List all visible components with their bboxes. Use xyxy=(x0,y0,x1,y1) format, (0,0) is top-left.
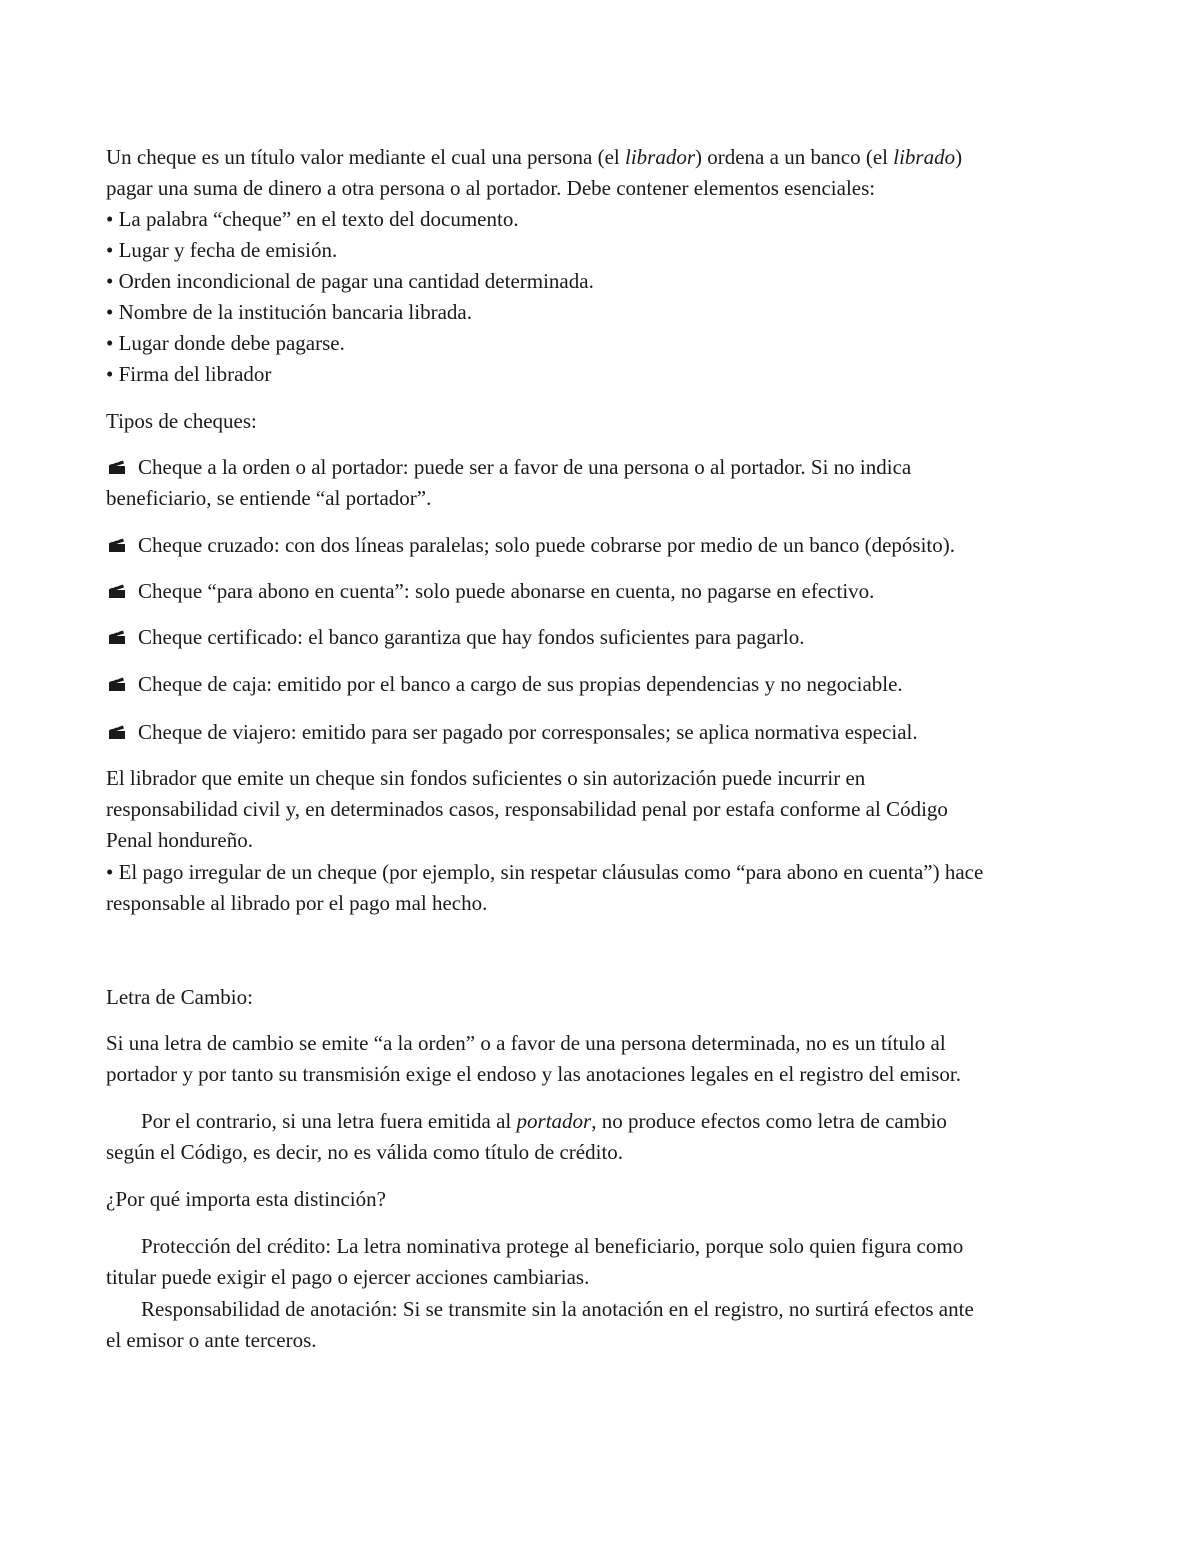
intro-text: ) xyxy=(955,145,963,169)
librador-term: librador xyxy=(624,145,695,169)
bullet-item: • Lugar donde debe pagarse. xyxy=(106,331,345,355)
paragraph-text: , no produce efectos como letra de cambio xyxy=(591,1109,947,1133)
paragraph-line: responsabilidad civil y, en determinados casos, responsabilidad penal por estafa conforme al Código xyxy=(106,797,948,821)
intro-text: ) ordena a un banco (el xyxy=(695,145,894,169)
cheque-type-text: Cheque a la orden o al portador: puede ser a favor de una persona o al portador. Si no indica xyxy=(138,455,912,479)
cheque-type-text: Cheque certificado: el banco garantiza que hay fondos suficientes para pagarlo. xyxy=(138,625,805,649)
paragraph-line: Responsabilidad de anotación: Si se transmite sin la anotación en el registro, no surtirá efectos ante xyxy=(141,1297,974,1321)
bullet-item: • Orden incondicional de pagar una cantidad determinada. xyxy=(106,269,594,293)
cheque-type-text: Cheque de viajero: emitido para ser pagado por corresponsales; se aplica normativa especial. xyxy=(138,720,918,744)
bullet-item: • Nombre de la institución bancaria librada. xyxy=(106,300,472,324)
clapperboard-icon xyxy=(108,724,126,740)
bullet-item: • La palabra “cheque” en el texto del documento. xyxy=(106,207,519,231)
paragraph-line: El librador que emite un cheque sin fondos suficientes o sin autorización puede incurrir en xyxy=(106,766,866,790)
intro-line-1 xyxy=(106,143,962,171)
paragraph-line: • El pago irregular de un cheque (por ejemplo, sin respetar cláusulas como “para abono en cuenta”) hace xyxy=(106,860,984,884)
bullet-item: • Firma del librador xyxy=(106,362,272,386)
cheque-type-item xyxy=(108,623,804,651)
paragraph-line: responsable al librado por el pago mal hecho. xyxy=(106,891,488,915)
cheque-type-text: Cheque de caja: emitido por el banco a cargo de sus propias dependencias y no negociable. xyxy=(138,672,903,696)
clapperboard-icon xyxy=(108,629,126,645)
cheque-type-item xyxy=(108,670,903,698)
clapperboard-icon xyxy=(108,676,126,692)
cheque-type-item xyxy=(108,531,955,559)
cheque-type-item xyxy=(108,718,918,746)
bullet-item: • Lugar y fecha de emisión. xyxy=(106,238,338,262)
intro-text: Un cheque es un título valor mediante el cual una persona (el xyxy=(106,145,625,169)
question-line: ¿Por qué importa esta distinción? xyxy=(106,1187,386,1211)
intro-line-2: pagar una suma de dinero a otra persona o al portador. Debe contener elementos esenciales: xyxy=(106,176,876,200)
paragraph-line: Protección del crédito: La letra nominativa protege al beneficiario, porque solo quien figura como xyxy=(141,1234,964,1258)
cheque-type-text: Cheque “para abono en cuenta”: solo puede abonarse en cuenta, no pagarse en efectivo. xyxy=(138,579,875,603)
clapperboard-icon xyxy=(108,459,126,475)
section-heading-tipos: Tipos de cheques: xyxy=(106,409,257,433)
paragraph-line xyxy=(141,1107,947,1135)
cheque-type-item xyxy=(108,577,874,605)
clapperboard-icon xyxy=(108,583,126,599)
clapperboard-icon xyxy=(108,537,126,553)
librado-term: librado xyxy=(893,145,956,169)
paragraph-line: Si una letra de cambio se emite “a la orden” o a favor de una persona determinada, no es un título al xyxy=(106,1031,946,1055)
cheque-type-continuation: beneficiario, se entiende “al portador”. xyxy=(106,486,432,510)
paragraph-text: Por el contrario, si una letra fuera emitida al xyxy=(141,1109,517,1133)
paragraph-line: Penal hondureño. xyxy=(106,828,253,852)
section-heading-letra: Letra de Cambio: xyxy=(106,985,253,1009)
paragraph-line: según el Código, es decir, no es válida como título de crédito. xyxy=(106,1140,624,1164)
cheque-type-text: Cheque cruzado: con dos líneas paralelas; solo puede cobrarse por medio de un banco (depósito). xyxy=(138,533,955,557)
paragraph-line: el emisor o ante terceros. xyxy=(106,1328,317,1352)
paragraph-line: titular puede exigir el pago o ejercer acciones cambiarias. xyxy=(106,1265,590,1289)
cheque-type-item xyxy=(108,453,911,481)
paragraph-line: portador y por tanto su transmisión exige el endoso y las anotaciones legales en el registro del emisor. xyxy=(106,1062,961,1086)
portador-term: portador xyxy=(516,1109,592,1133)
